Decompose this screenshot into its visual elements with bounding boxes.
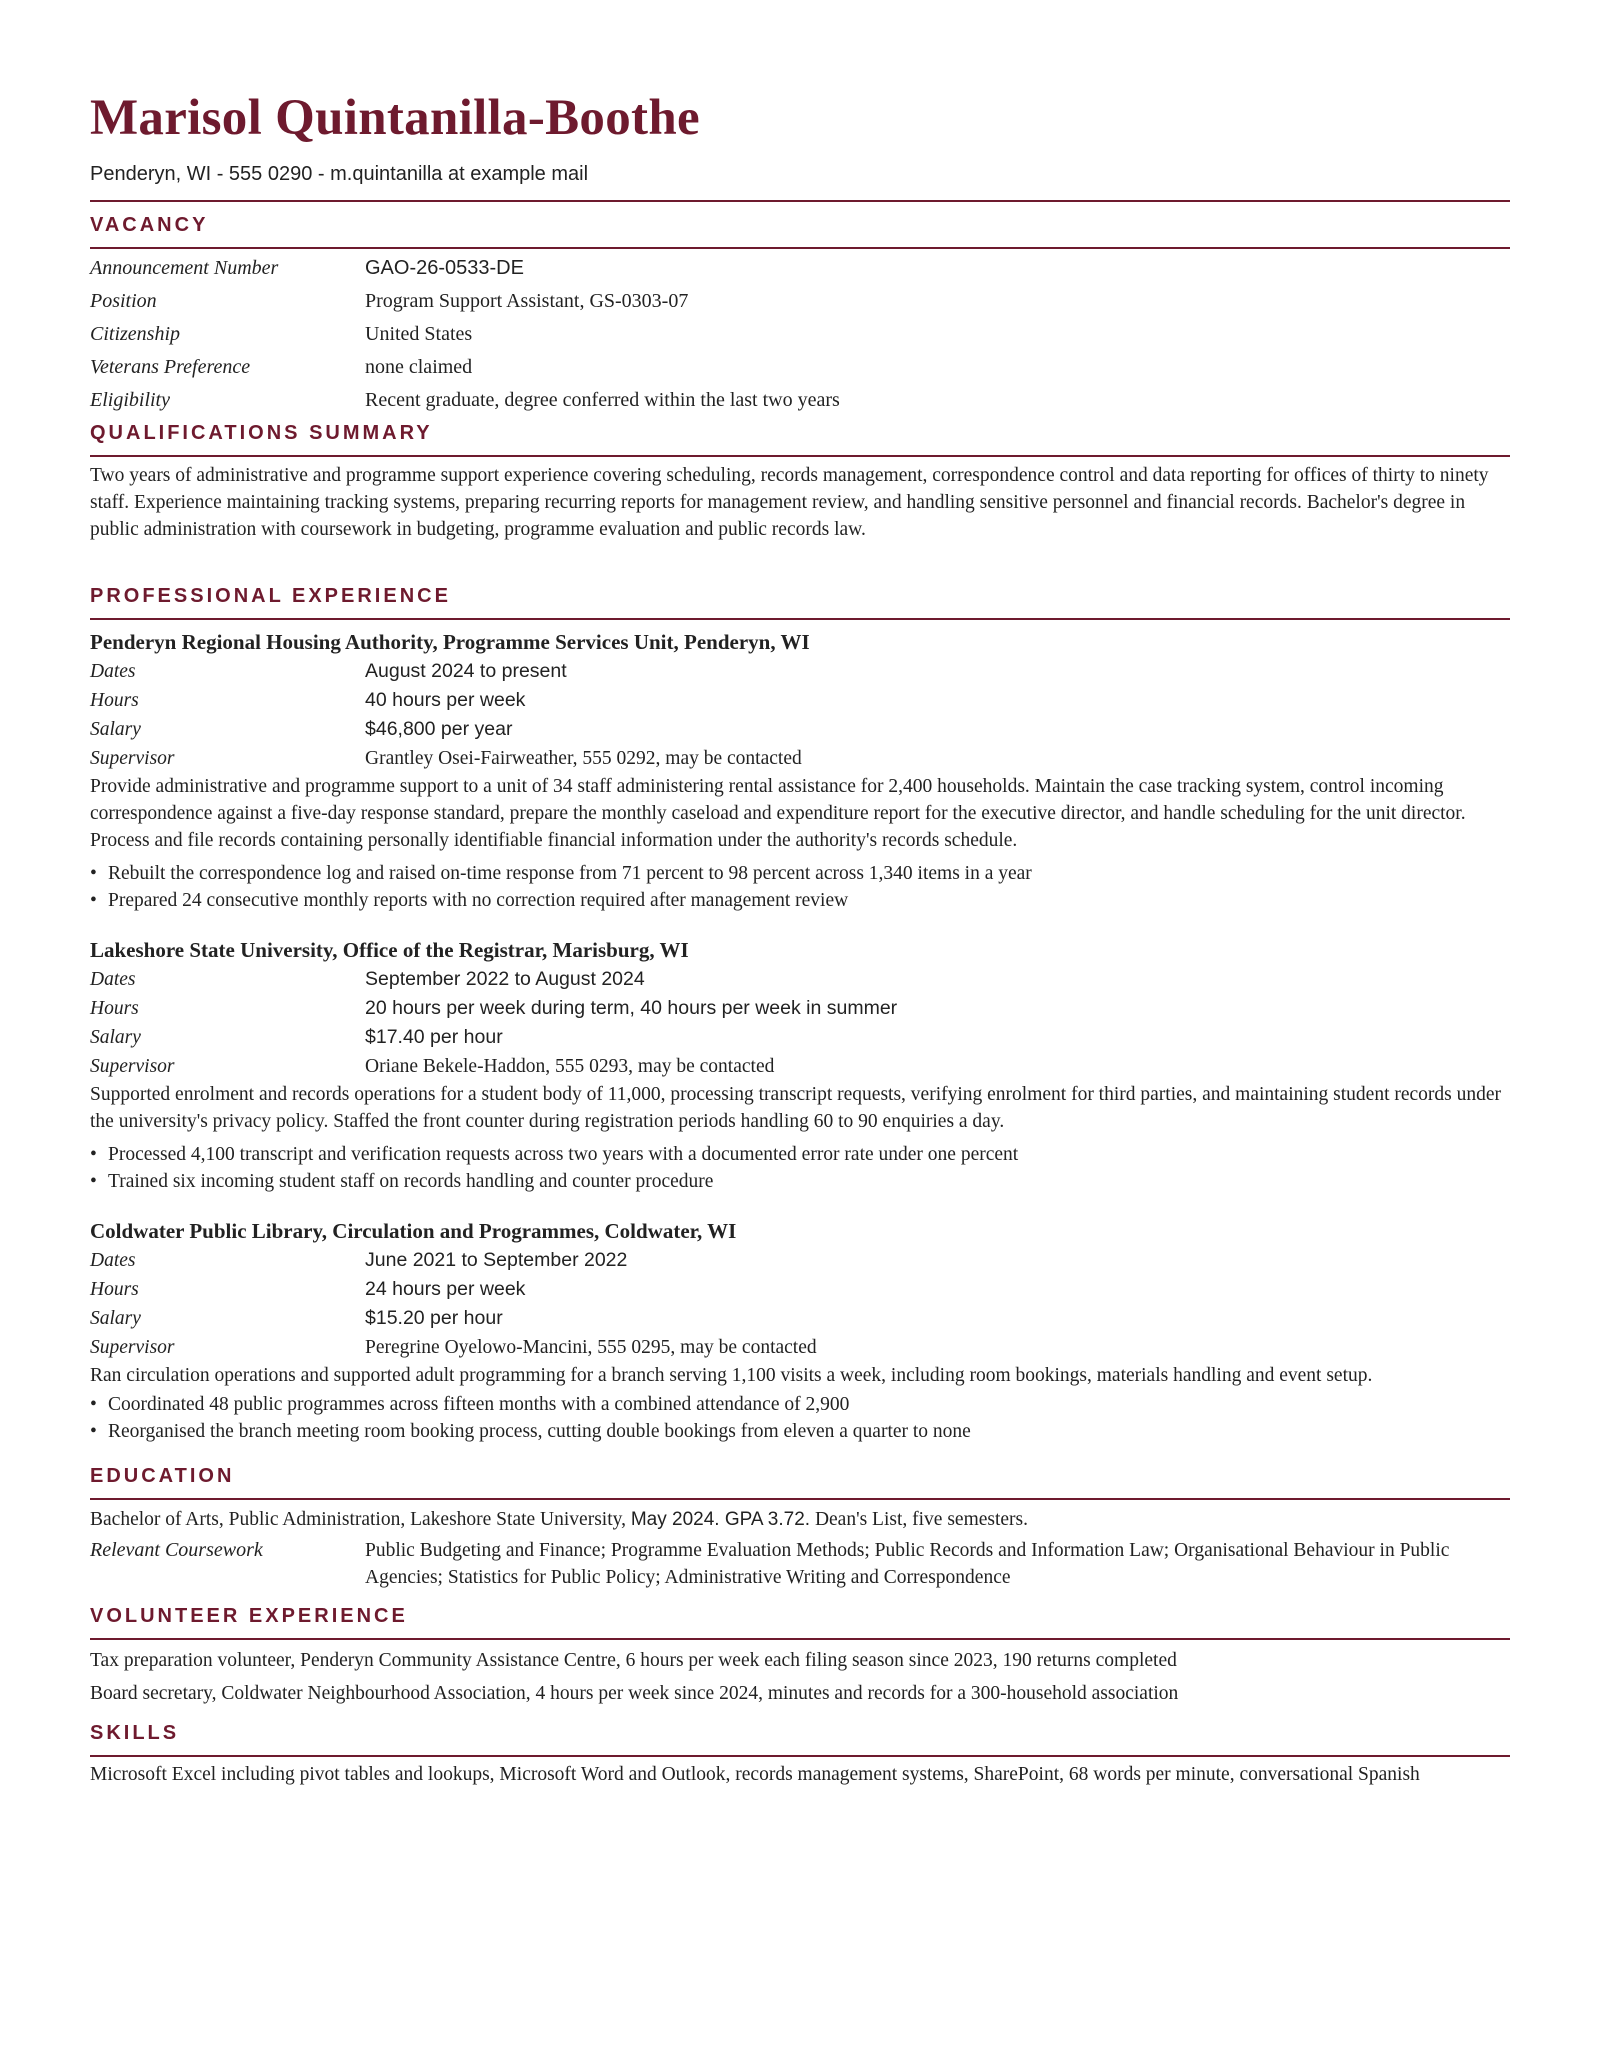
job-dates-row — [90, 965, 1510, 994]
row-label: Relevant Coursework — [90, 1539, 263, 1561]
job-supervisor: Peregrine Oyelowo-Mancini, 555 0295, may be contacted — [365, 1337, 817, 1358]
job-entry — [90, 628, 1510, 914]
job-description: Provide administrative and programme support to a unit of 34 staff administering rental assistance for 2,400 households. Maintain the case tracking system, control incoming correspondence against a five-day response standard, prepare the monthly caseload and expenditure report for the executive director, and handle scheduling for the unit director. Process and file records containing personally identifiable financial information under the authority's records schedule. — [90, 776, 1466, 851]
job-hours-row — [90, 994, 1510, 1023]
section-divider — [90, 1638, 1510, 1640]
section-divider — [90, 455, 1510, 457]
row-label: Hours — [90, 690, 139, 711]
job-hours-row — [90, 1275, 1510, 1304]
volunteer-item: Board secretary, Coldwater Neighbourhood Association, 4 hours per week since 2024, minutes and records for a 300-household association — [90, 1683, 1179, 1704]
job-hours-row — [90, 686, 1510, 715]
row-label: Dates — [90, 969, 136, 990]
row-label: Citizenship — [90, 323, 181, 345]
job-salary: $15.20 per hour — [365, 1307, 503, 1329]
section-divider — [90, 618, 1510, 620]
job-salary-row — [90, 1023, 1510, 1052]
job-dates-row — [90, 657, 1510, 686]
row-label: Eligibility — [90, 389, 170, 411]
job-dates: September 2022 to August 2024 — [365, 968, 645, 990]
degree-date-gpa: May 2024. GPA 3.72. — [630, 1509, 811, 1530]
degree-text: Bachelor of Arts, Public Administration, Lakeshore State University, — [90, 1509, 626, 1530]
vacancy-row — [90, 318, 1510, 351]
job-hours: 40 hours per week — [365, 689, 526, 711]
job-dates: June 2021 to September 2022 — [365, 1249, 628, 1271]
resume-page — [90, 88, 1510, 1788]
row-label: Salary — [90, 1027, 141, 1048]
degree-line — [90, 1505, 1510, 1535]
education-section — [90, 1453, 1510, 1591]
job-entry — [90, 936, 1510, 1195]
summary-section — [90, 417, 1510, 543]
row-value: none claimed — [365, 356, 473, 378]
volunteer-section — [90, 1593, 1510, 1710]
row-value: United States — [365, 323, 473, 345]
row-label: Hours — [90, 1279, 139, 1300]
summary-text: Two years of administrative and programme support experience covering scheduling, records management, correspondence control and data reporting for offices of thirty to ninety staff. Experience maintaining tracking systems, preparing recurring reports for management review, and handling sensitive personnel and financial records. Bachelor's degree in public administration with coursework in budgeting, programme evaluation and public records law. — [90, 465, 1489, 540]
section-title-summary: QUALIFICATIONS SUMMARY — [90, 422, 433, 444]
experience-section — [90, 573, 1510, 1445]
job-accomplishments — [90, 1391, 1510, 1445]
job-salary-row — [90, 1304, 1510, 1333]
job-salary: $46,800 per year — [365, 718, 513, 740]
section-divider — [90, 1498, 1510, 1500]
row-value: Program Support Assistant, GS-0303-07 — [365, 290, 689, 312]
job-accomplishments — [90, 1141, 1510, 1195]
row-label: Supervisor — [90, 748, 175, 769]
coursework-row — [90, 1537, 1510, 1591]
job-salary-row — [90, 715, 1510, 744]
row-value: Recent graduate, degree conferred within the last two years — [365, 389, 840, 411]
list-item: • Reorganised the branch meeting room booking process, cutting double bookings from eleven a quarter to none — [90, 1418, 1510, 1445]
employer-heading: Lakeshore State University, Office of the Registrar, Marisburg, WI — [90, 938, 689, 962]
section-title-volunteer: VOLUNTEER EXPERIENCE — [90, 1605, 408, 1627]
row-value: GAO-26-0533-DE — [365, 257, 524, 279]
job-dates: August 2024 to present — [365, 660, 567, 682]
coursework-list: Public Budgeting and Finance; Programme Evaluation Methods; Public Records and Information Law; Organisational Behaviour in Public Agencies; Statistics for Public Policy; Administrative Writing and Correspondence — [365, 1540, 1450, 1588]
job-description: Ran circulation operations and supported adult programming for a branch serving 1,100 visits a week, including room bookings, materials handling and event setup. — [90, 1365, 1373, 1386]
contact-line: Penderyn, WI - 555 0290 - m.quintanilla at example mail — [90, 163, 589, 185]
skills-section — [90, 1710, 1510, 1788]
job-dates-row — [90, 1246, 1510, 1275]
section-title-experience: PROFESSIONAL EXPERIENCE — [90, 585, 451, 607]
job-hours: 24 hours per week — [365, 1278, 526, 1300]
vacancy-row — [90, 252, 1510, 285]
section-title-skills: SKILLS — [90, 1722, 180, 1744]
applicant-name: Marisol Quintanilla-Boothe — [90, 90, 700, 146]
section-title-education: EDUCATION — [90, 1465, 235, 1487]
vacancy-row — [90, 351, 1510, 384]
vacancy-section — [90, 200, 1510, 417]
job-description: Supported enrolment and records operations for a student body of 11,000, processing transcript requests, verifying enrolment for third parties, and maintaining student records under the university's privacy policy. Staffed the front counter during registration periods handling 60 to 90 enquiries a day. — [90, 1084, 1502, 1132]
list-item: • Trained six incoming student staff on records handling and counter procedure — [90, 1168, 1510, 1195]
vacancy-row — [90, 384, 1510, 417]
list-item: • Coordinated 48 public programmes across fifteen months with a combined attendance of 2,900 — [90, 1391, 1510, 1418]
job-supervisor-row — [90, 744, 1510, 773]
row-label: Position — [90, 290, 157, 312]
section-divider — [90, 1755, 1510, 1757]
row-label: Supervisor — [90, 1056, 175, 1077]
job-hours: 20 hours per week during term, 40 hours per week in summer — [365, 997, 898, 1019]
list-item: • Prepared 24 consecutive monthly reports with no correction required after management review — [90, 887, 1510, 914]
volunteer-item: Tax preparation volunteer, Penderyn Community Assistance Centre, 6 hours per week each filing season since 2023, 190 returns completed — [90, 1650, 1177, 1671]
row-label: Dates — [90, 1250, 136, 1271]
row-label: Announcement Number — [90, 257, 279, 279]
row-label: Salary — [90, 1308, 141, 1329]
row-label: Dates — [90, 661, 136, 682]
list-item: • Rebuilt the correspondence log and raised on-time response from 71 percent to 98 percent across 1,340 items in a year — [90, 860, 1510, 887]
degree-honors: Dean's List, five semesters. — [814, 1509, 1029, 1530]
job-supervisor: Grantley Osei-Fairweather, 555 0292, may be contacted — [365, 748, 802, 769]
job-supervisor-row — [90, 1052, 1510, 1081]
row-label: Veterans Preference — [90, 356, 251, 378]
row-label: Supervisor — [90, 1337, 175, 1358]
section-title-vacancy: VACANCY — [90, 214, 209, 236]
row-label: Salary — [90, 719, 141, 740]
job-entry — [90, 1217, 1510, 1445]
job-supervisor: Oriane Bekele-Haddon, 555 0293, may be contacted — [365, 1056, 775, 1077]
employer-heading: Coldwater Public Library, Circulation and Programmes, Coldwater, WI — [90, 1219, 737, 1243]
job-supervisor-row — [90, 1333, 1510, 1362]
employer-heading: Penderyn Regional Housing Authority, Programme Services Unit, Penderyn, WI — [90, 630, 810, 654]
job-salary: $17.40 per hour — [365, 1026, 503, 1048]
row-label: Hours — [90, 998, 139, 1019]
list-item: • Processed 4,100 transcript and verification requests across two years with a documented error rate under one percent — [90, 1141, 1510, 1168]
skills-text: Microsoft Excel including pivot tables and lookups, Microsoft Word and Outlook, records management systems, SharePoint, 68 words per minute, conversational Spanish — [90, 1764, 1420, 1785]
job-accomplishments — [90, 860, 1510, 914]
vacancy-row — [90, 285, 1510, 318]
